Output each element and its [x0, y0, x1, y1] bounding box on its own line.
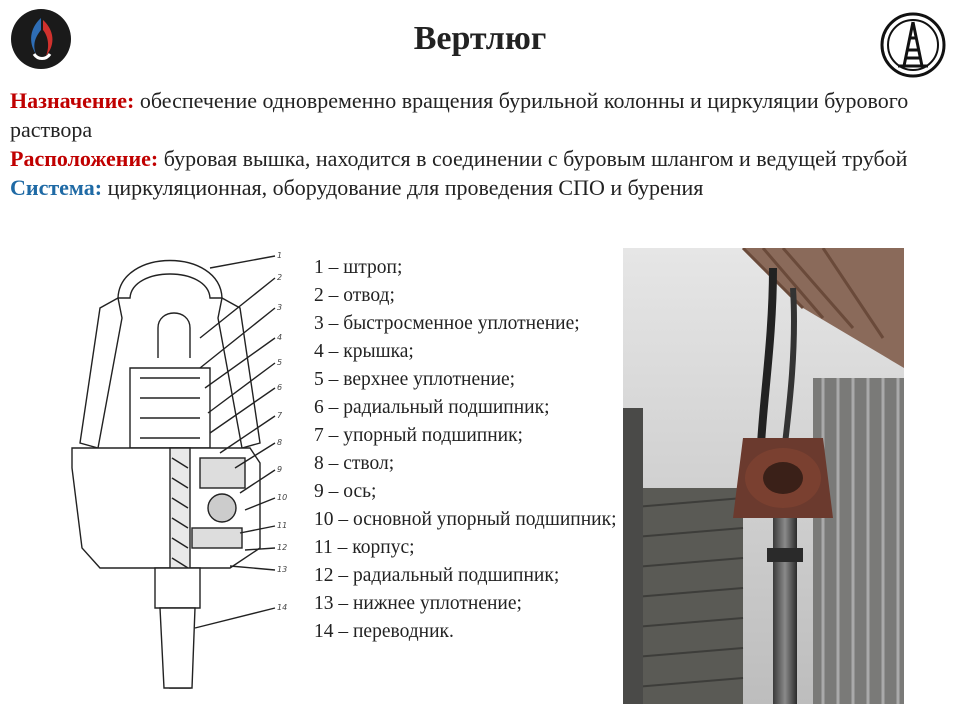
legend-item: 2 – отвод; [314, 285, 395, 306]
diagram-number-6: 6 [277, 383, 283, 392]
diagram-number-2: 2 [277, 273, 283, 282]
legend-item: 8 – ствол; [314, 453, 395, 474]
diagram-number-11: 11 [277, 521, 288, 530]
purpose-line [10, 86, 950, 144]
derrick-logo-icon [880, 12, 946, 78]
legend-item: 7 – упорный подшипник; [314, 425, 523, 446]
system-text: циркуляционная, оборудование для проведения СПО и бурения [102, 175, 704, 200]
location-label: Расположение: [10, 146, 159, 171]
purpose-text: обеспечение одновременно вращения бурильной колонны и циркуляции бурового раствора [10, 88, 909, 142]
diagram-number-1: 1 [277, 251, 283, 260]
legend-item: 4 – крышка; [314, 341, 414, 362]
diagram-number-12: 12 [277, 543, 288, 552]
diagram-number-4: 4 [277, 333, 283, 342]
legend-item: 12 – радиальный подшипник; [314, 565, 560, 586]
swivel-diagram [60, 248, 300, 708]
location-text: буровая вышка, находится в соединении с буровым шлангом и ведущей трубой [158, 146, 908, 171]
legend-item: 6 – радиальный подшипник; [314, 397, 550, 418]
location-line [10, 144, 950, 173]
page-title: Вертлюг [413, 20, 547, 57]
system-line [10, 173, 950, 202]
legend-item: 13 – нижнее уплотнение; [314, 593, 522, 614]
diagram-number-10: 10 [277, 493, 288, 502]
description [10, 86, 950, 202]
legend-item: 3 – быстросменное уплотнение; [314, 313, 580, 334]
system-label: Система: [10, 175, 103, 200]
legend-item: 14 – переводник. [314, 621, 454, 642]
diagram-number-3: 3 [277, 303, 283, 312]
diagram-number-5: 5 [277, 358, 283, 367]
diagram-number-13: 13 [277, 565, 288, 574]
legend-item: 11 – корпус; [314, 537, 415, 558]
rig-swivel-photo [623, 248, 904, 704]
parts-legend [314, 254, 624, 646]
legend-item: 10 – основной упорный подшипник; [314, 509, 617, 530]
diagram-number-7: 7 [277, 411, 283, 420]
diagram-number-14: 14 [277, 603, 288, 612]
purpose-label: Назначение: [10, 88, 135, 113]
diagram-number-8: 8 [277, 438, 283, 447]
legend-item: 1 – штроп; [314, 257, 403, 278]
legend-item: 5 – верхнее уплотнение; [314, 369, 516, 390]
legend-item: 9 – ось; [314, 481, 377, 502]
diagram-number-9: 9 [277, 465, 283, 474]
